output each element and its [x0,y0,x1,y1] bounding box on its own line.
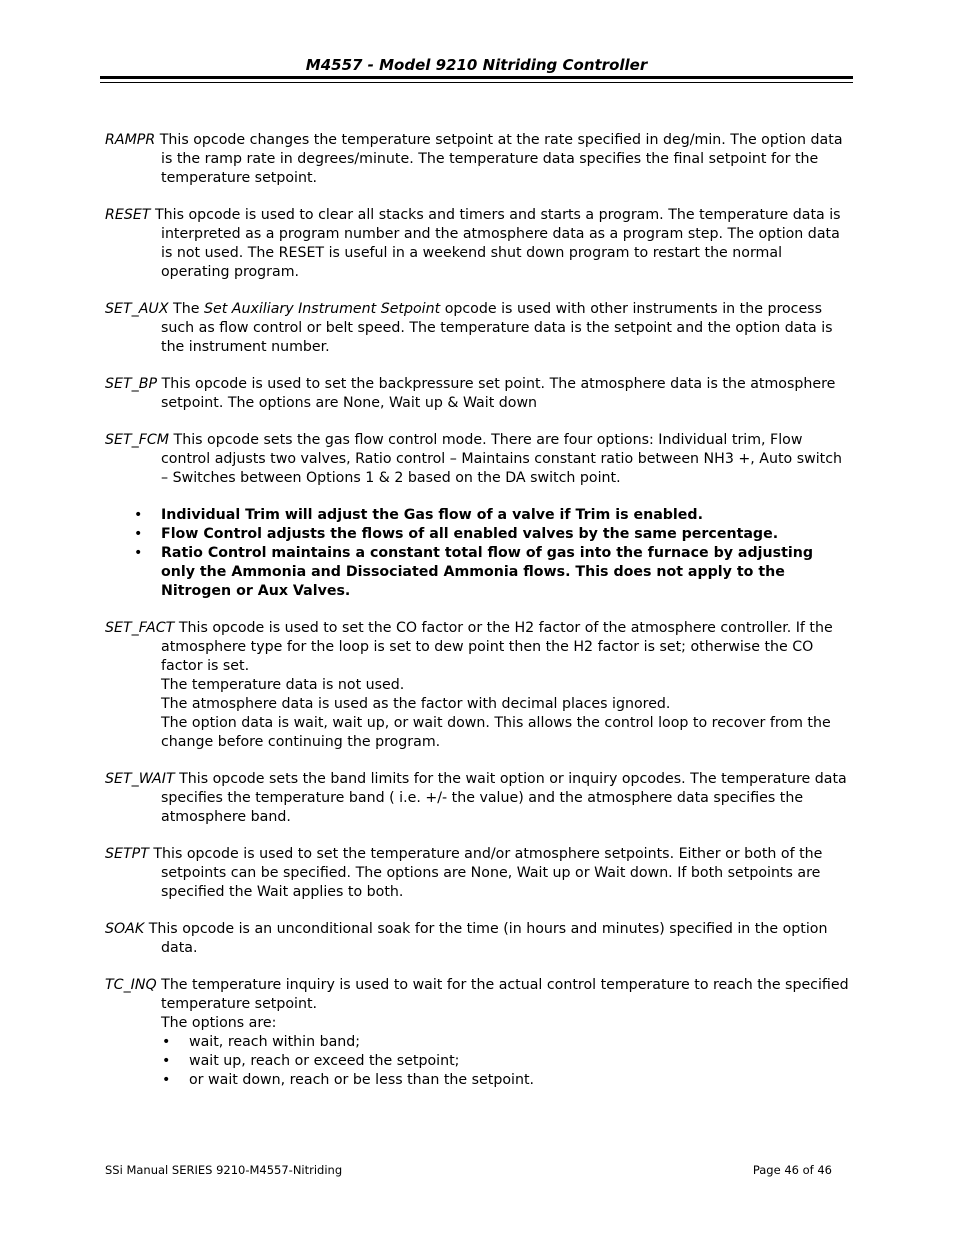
entry-rampr [105,131,850,188]
entry-set-fact [105,619,850,752]
document-body [105,131,850,1090]
list-item: • wait up, reach or exceed the setpoint; [189,1052,850,1071]
fcm-mode-list [105,506,850,601]
entry-tc-inq [105,976,850,1033]
opcode-description: This opcode is used to clear all stacks and timers and starts a program. The temperature data is interpreted as a program number and the atmosphere data as a program step. The option data is not used. The RESET is useful in a weekend shut down program to restart the normal operating program. [150,207,841,280]
opcode-name: SET_FCM [105,432,170,448]
list-item: • or wait down, reach or be less than the setpoint. [189,1071,850,1090]
opcode-description: This opcode is used to set the backpressure set point. The atmosphere data is the atmosphere setpoint. The options are None, Wait up & Wait down [157,376,836,411]
opcode-description: opcode is used with other instruments in the process such as flow control or belt speed. The temperature data is the setpoint and the option data is the instrument number. [161,301,833,355]
list-item: • Ratio Control maintains a constant total flow of gas into the furnace by adjusting only the Ammonia and Dissociated Ammonia flows. This does not apply to the Nitrogen or Aux Valves. [161,544,850,601]
list-item: • Flow Control adjusts the flows of all enabled valves by the same percentage. [161,525,850,544]
entry-set-wait [105,770,850,827]
entry-soak [105,920,850,958]
opcode-detail-line: The atmosphere data is used as the factor with decimal places ignored. [161,696,671,712]
opcode-detail-line: The temperature data is not used. [161,677,405,693]
footer-page-number: Page 46 of 46 [752,1163,832,1177]
opcode-description: This opcode is an unconditional soak for the time (in hours and minutes) specified in the option data. [144,921,828,956]
opcode-description: This opcode sets the band limits for the wait option or inquiry opcodes. The temperature data specifies the temperature band ( i.e. +/- the value) and the atmosphere data specifies the atmosphere band. [161,771,847,825]
entry-set-bp [105,375,850,413]
opcode-name: TC_INQ [105,977,157,993]
opcode-name: RAMPR [105,132,156,148]
opcode-description: The temperature inquiry is used to wait for the actual control temperature to reach the specified temperature setpoint. [156,977,849,1012]
header-rule-thick [100,76,853,79]
opcode-description-italic: Set Auxiliary Instrument Setpoint [203,301,441,317]
opcode-description: This opcode is used to set the temperature and/or atmosphere setpoints. Either or both of the setpoints can be specified. The options are None, Wait up or Wait down. If both setpoints are specified the Wait applies to both. [148,846,823,900]
header-rule-thin [100,82,853,83]
footer-manual-name: SSi Manual SERIES 9210-M4557-Nitriding [105,1163,343,1177]
list-item: • wait, reach within band; [189,1033,850,1052]
opcode-name: SET_BP [105,376,158,392]
list-item: • Individual Trim will adjust the Gas flow of a valve if Trim is enabled. [161,506,850,525]
opcode-name: SET_WAIT [105,771,175,787]
opcode-name: SET_FACT [105,620,175,636]
opcode-description-pre: The [168,301,204,317]
page-header-title: M4557 - Model 9210 Nitriding Controller [305,56,648,74]
opcode-description: This opcode sets the gas flow control mode. There are four options: Individual trim, Flow control adjusts two valves, Ratio control – Maintains constant ratio between NH3 +, Auto switch – Switches between Options 1 & 2 based on the DA switch point. [161,432,843,486]
options-label: The options are: [161,1015,277,1031]
opcode-name: RESET [105,207,151,223]
entry-reset [105,206,850,282]
entry-set-fcm [105,431,850,488]
opcode-description: This opcode changes the temperature setpoint at the rate specified in deg/min. The option data is the ramp rate in degrees/minute. The temperature data specifies the final setpoint for the temperature setpoint. [155,132,843,186]
opcode-name: SOAK [105,921,145,937]
opcode-description: This opcode is used to set the CO factor or the H2 factor of the atmosphere controller. If the atmosphere type for the loop is set to dew point then the H2 factor is set; otherwise the CO factor is set. [161,620,833,674]
opcode-detail-line: The option data is wait, wait up, or wait down. This allows the control loop to recover from the change before continuing the program. [161,715,831,750]
tc-inq-options-list [105,1033,850,1090]
entry-set-aux [105,300,850,357]
opcode-name: SETPT [105,846,149,862]
opcode-name: SET_AUX [105,301,169,317]
entry-setpt [105,845,850,902]
